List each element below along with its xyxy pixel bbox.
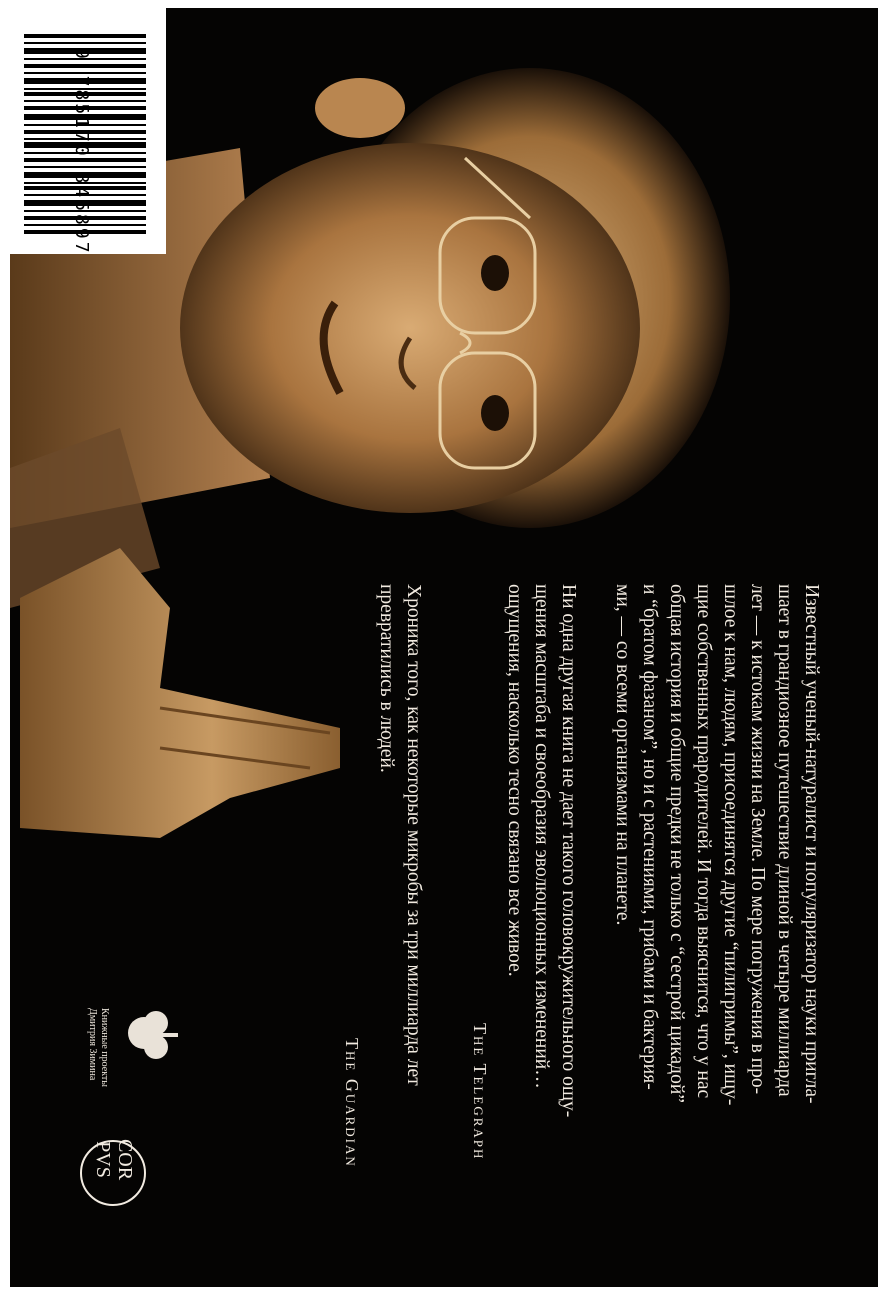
blurb-line: и “братом фазаном”, но и с растениями, грибами и бактерия-	[639, 584, 660, 1090]
review-line: превратились в людей.	[376, 584, 397, 773]
blurb-line: ми, — со всеми организмами на планете.	[612, 584, 633, 926]
tree-logo-icon	[122, 1003, 182, 1073]
blurb-line: Известный ученый-натуралист и популяризатор науки пригла-	[801, 584, 822, 1104]
blurb-line: шает в грандиозное путешествие длиной в четыре миллиарда	[774, 584, 795, 1097]
blurb-line: общая история и общие предки не только с “сестрой цикадой”	[666, 584, 687, 1103]
corpus-logo-bottom: PVS	[91, 1141, 114, 1178]
review-line: щения масштаба и своеобразия эволюционных изменений…	[531, 584, 552, 1089]
imprint-line-1: Книжные проекты	[99, 1008, 110, 1088]
corpus-logo	[80, 1140, 146, 1206]
imprint-line-2: Дмитрия Зимина	[87, 1008, 98, 1081]
corpus-logo-top: COR	[114, 1138, 137, 1181]
book-back-cover	[10, 8, 878, 1287]
review-source-guardian: The Guardian	[342, 1038, 362, 1168]
blurb-line: щие собственных прародителей. И тогда выяснится, что у нас	[693, 584, 714, 1099]
review-source-telegraph: The Telegraph	[470, 1023, 490, 1161]
blurb-line: лет — к истокам жизни на Земле. По мере погружения в про-	[747, 584, 768, 1095]
isbn-number: 9 785170 845897	[71, 48, 92, 256]
blurb-line: шлое к нам, людям, присоединятся другие “пилигримы”, ищу-	[720, 584, 741, 1106]
isbn-barcode	[10, 8, 166, 254]
barcode-digits	[12, 28, 92, 256]
review-line: Ни одна другая книга не дает такого головокружительного ощу-	[558, 584, 579, 1118]
review-line: ощущения, насколько тесно связано все живое.	[504, 584, 525, 977]
review-line: Хроника того, как некоторые микробы за три миллиарда лет	[403, 584, 424, 1086]
